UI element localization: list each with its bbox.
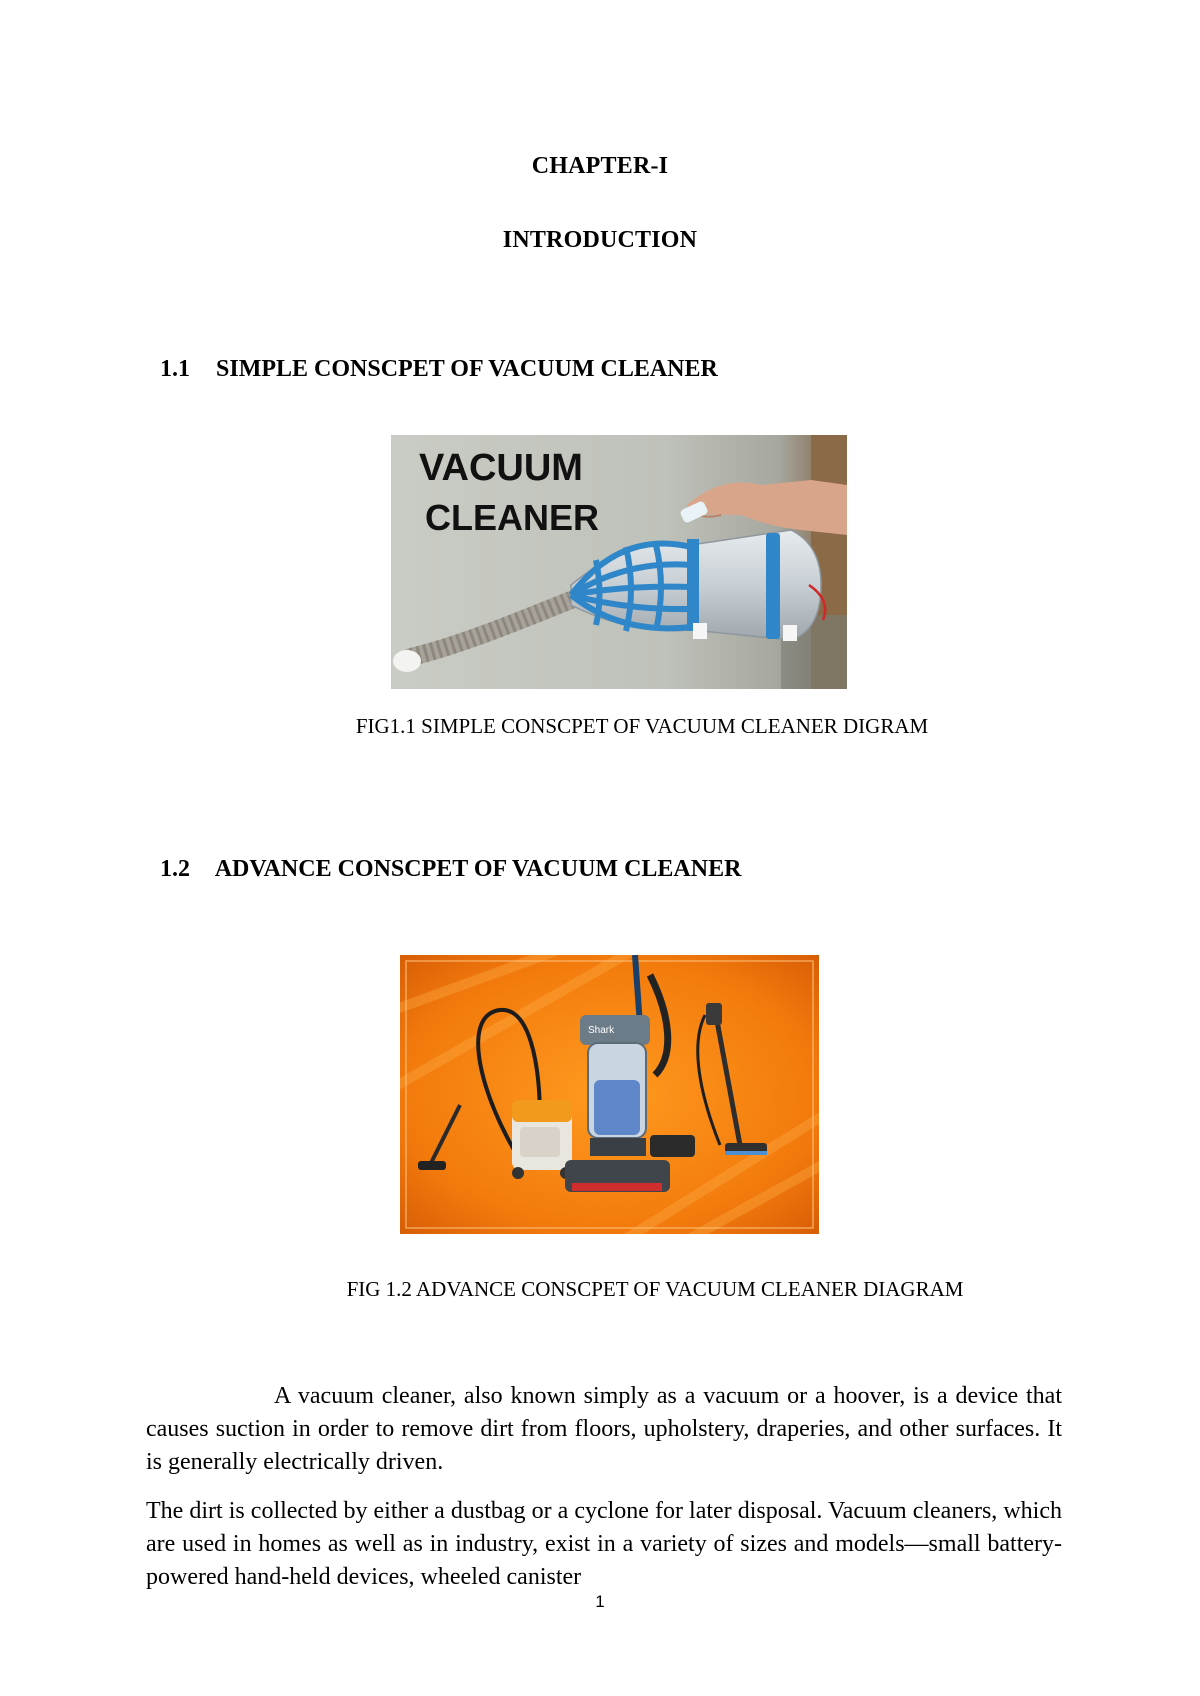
figure-1-1-caption: FIG1.1 SIMPLE CONSCPET OF VACUUM CLEANER DIGRAM <box>355 714 929 738</box>
chapter-label: CHAPTER-I <box>531 153 669 179</box>
page-number: 1 <box>595 1592 605 1611</box>
section-number: 1.2 <box>160 856 190 882</box>
section-number: 1.1 <box>160 356 190 382</box>
figure-simple-vacuum-photo <box>391 435 847 689</box>
chapter-title: INTRODUCTION <box>502 227 698 253</box>
section-title: ADVANCE CONSCPET OF VACUUM CLEANER <box>214 856 742 882</box>
figure1-image-text-line1: VACUUM <box>419 447 583 489</box>
body-paragraph-1: A vacuum cleaner, also known simply as a vacuum or a hoover, is a device that causes suction in order to remove dirt from floors, upholstery, draperies, and other surfaces. It is generally electrically driven. <box>146 1383 1062 1475</box>
body-paragraph-2: The dirt is collected by either a dustbag or a cyclone for later disposal. Vacuum cleaners, which are used in homes as well as in industry, exist in a variety of sizes and models—small battery-powered hand-held devices, wheeled canister <box>146 1498 1062 1590</box>
figure2-brand-text: Shark <box>588 1025 615 1036</box>
section-heading-1-1 <box>160 356 718 383</box>
figure-1-2-caption: FIG 1.2 ADVANCE CONSCPET OF VACUUM CLEANER DIAGRAM <box>346 1277 964 1301</box>
figure-advanced-vacuum-photo <box>400 955 819 1234</box>
figure1-image-text-line2: CLEANER <box>425 497 600 538</box>
section-title: SIMPLE CONSCPET OF VACUUM CLEANER <box>216 356 718 382</box>
section-heading-1-2 <box>160 856 741 883</box>
